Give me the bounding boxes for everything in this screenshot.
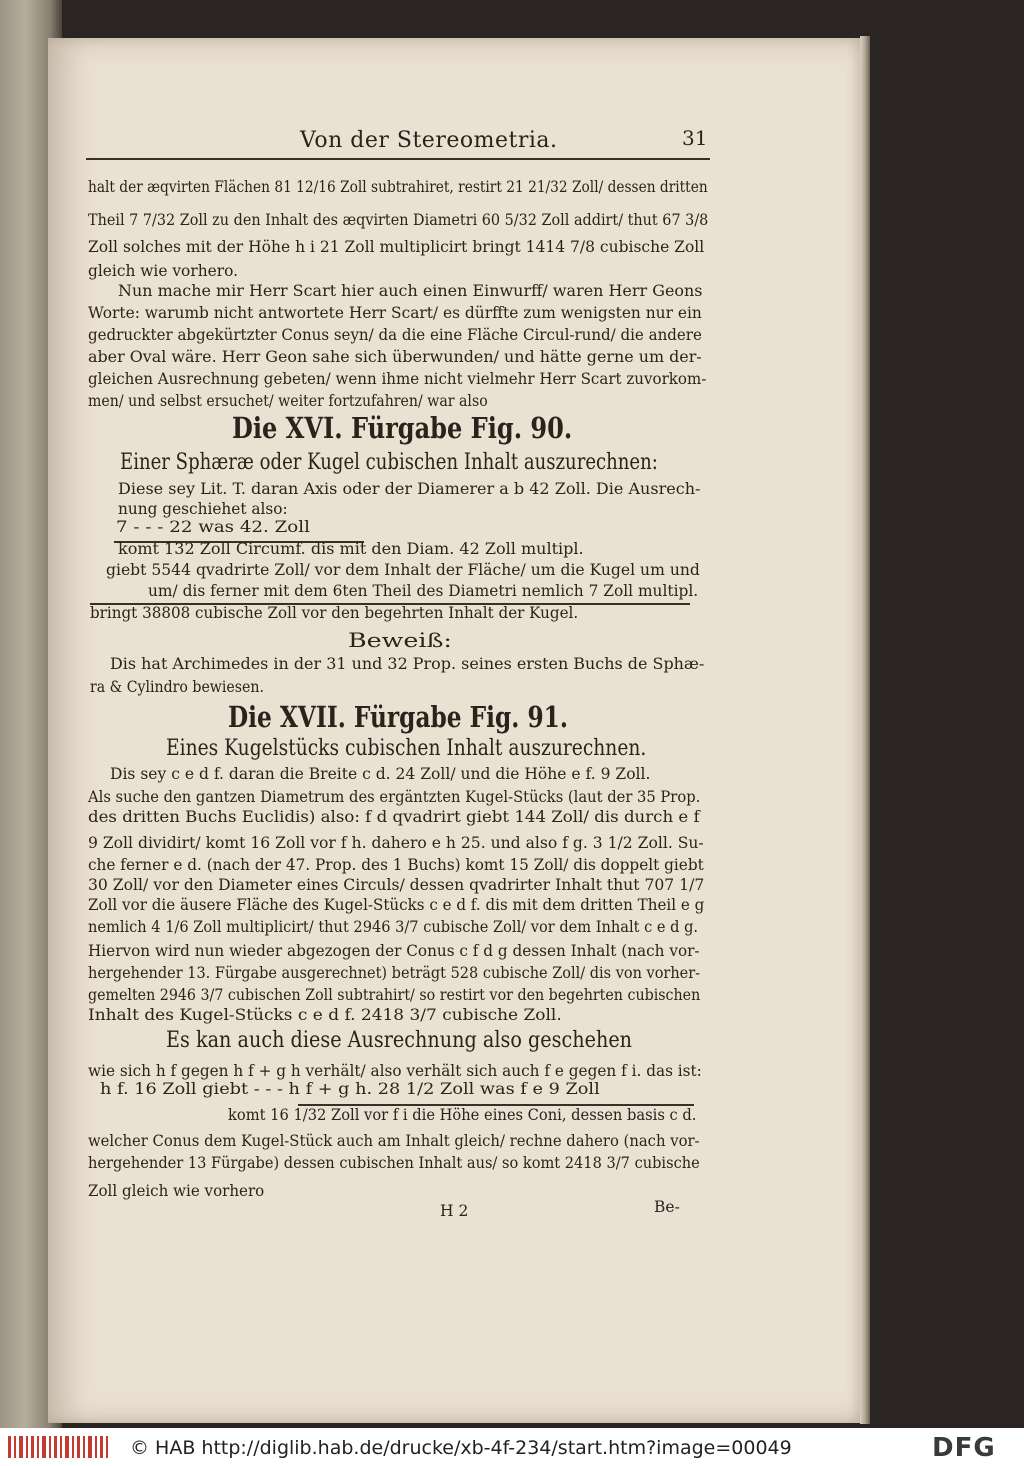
dfg-logo: DFG (932, 1433, 996, 1463)
body-line: Worte: warumb nicht antwortete Herr Scart/ es dürffte zum wenigsten nur ein (88, 304, 702, 322)
body-line: Theil 7 7/32 Zoll zu den Inhalt des æqvirten Diametri 60 5/32 Zoll addirt/ thut 67 3/8 (88, 211, 709, 229)
body-line: des dritten Buchs Euclidis) also: f d qvadrirt giebt 144 Zoll/ dis durch e f (88, 808, 700, 826)
body-line: hergehender 13. Fürgabe ausgerechnet) beträgt 528 cubische Zoll/ dis von vorher- (88, 964, 701, 982)
body-line: bringt 38808 cubische Zoll vor den begehrten Inhalt der Kugel. (90, 604, 579, 622)
viewer-footer (0, 1428, 1024, 1466)
body-line: Hiervon wird nun wieder abgezogen der Conus c f d g dessen Inhalt (nach vor- (88, 942, 700, 960)
body-line: gleichen Ausrechnung gebeten/ wenn ihme nicht vielmehr Herr Scart zuvorkom- (88, 370, 707, 388)
body-line: Inhalt des Kugel-Stücks c e d f. 2418 3/7 cubische Zoll. (88, 1006, 562, 1024)
section-heading: Die XVI. Fürgabe Fig. 90. (232, 411, 573, 445)
body-line: Zoll solches mit der Höhe h i 21 Zoll multiplicirt bringt 1414 7/8 cubische Zoll (88, 238, 705, 256)
body-line: 9 Zoll dividirt/ komt 16 Zoll vor f h. dahero e h 25. und also f g. 3 1/2 Zoll. Su- (88, 834, 704, 852)
body-line: 30 Zoll/ vor den Diameter eines Circuls/ dessen qvadrirter Inhalt thut 707 1/7 (88, 876, 705, 894)
body-line: welcher Conus dem Kugel-Stück auch am Inhalt gleich/ rechne dahero (nach vor- (88, 1132, 700, 1150)
calculation-line: h f. 16 Zoll giebt - - - h f + g h. 28 1/2 Zoll was f e 9 Zoll (100, 1080, 600, 1098)
body-line: Zoll gleich wie vorhero (88, 1182, 265, 1200)
body-line: um/ dis ferner mit dem 6ten Theil des Diametri nemlich 7 Zoll multipl. (148, 582, 699, 600)
section-subheading: Es kan auch diese Ausrechnung also geschehen (166, 1028, 633, 1053)
signature-mark: H 2 (440, 1202, 469, 1220)
body-line: che ferner e d. (nach der 47. Prop. des 1 Buchs) komt 15 Zoll/ dis doppelt giebt (88, 856, 704, 874)
section-subheading: Einer Sphæræ oder Kugel cubischen Inhalt auszurechnen: (120, 450, 658, 475)
body-line: gemelten 2946 3/7 cubischen Zoll subtrahirt/ so restirt vor den begehrten cubischen (88, 986, 701, 1004)
body-line: halt der æqvirten Flächen 81 12/16 Zoll subtrahiret, restirt 21 21/32 Zoll/ dessen dritten (88, 178, 708, 196)
body-line: gedruckter abgekürtzter Conus seyn/ da die eine Fläche Circul-rund/ die andere (88, 326, 702, 344)
body-line: Dis sey c e d f. daran die Breite c d. 24 Zoll/ und die Höhe e f. 9 Zoll. (110, 765, 651, 783)
section-heading: Die XVII. Fürgabe Fig. 91. (228, 700, 568, 734)
catchword: Be- (654, 1198, 680, 1216)
body-line: Diese sey Lit. T. daran Axis oder der Diamerer a b 42 Zoll. Die Ausrech- (118, 480, 701, 498)
body-line: Zoll vor die äusere Fläche des Kugel-Stücks c e d f. dis mit dem dritten Theil e g (88, 896, 705, 914)
body-line: wie sich h f gegen h f + g h verhält/ also verhält sich auch f e gegen f i. das ist: (88, 1062, 702, 1080)
body-line: aber Oval wäre. Herr Geon sahe sich überwunden/ und hätte gerne um der- (88, 348, 702, 366)
running-head: Von der Stereometria. (300, 128, 558, 153)
body-line: men/ und selbst ersuchet/ weiter fortzufahren/ war also (88, 392, 488, 410)
hab-barcode-icon (8, 1434, 118, 1460)
calculation-line: komt 16 1/32 Zoll vor f i die Höhe eines Coni, dessen basis c d. (228, 1106, 697, 1124)
body-line: giebt 5544 qvadrirte Zoll/ vor dem Inhalt der Fläche/ um die Kugel um und (106, 561, 700, 579)
body-line: nemlich 4 1/6 Zoll multiplicirt/ thut 2946 3/7 cubische Zoll/ vor dem Inhalt c e d g. (88, 918, 699, 936)
body-line: hergehender 13 Fürgabe) dessen cubischen Inhalt aus/ so komt 2418 3/7 cubische (88, 1154, 700, 1172)
body-line: ra & Cylindro bewiesen. (90, 678, 264, 696)
proof-heading: Beweiß: (348, 628, 452, 652)
source-link[interactable]: © HAB http://diglib.hab.de/drucke/xb-4f-234/start.htm?image=00049 (130, 1437, 792, 1459)
body-line: nung geschiehet also: (118, 500, 288, 518)
calculation-line: komt 132 Zoll Circumf. dis mit den Diam. 42 Zoll multipl. (118, 540, 584, 558)
section-subheading: Eines Kugelstücks cubischen Inhalt auszurechnen. (166, 736, 647, 761)
header-rule (86, 158, 710, 160)
body-line: Als suche den gantzen Diametrum des ergäntzten Kugel-Stücks (laut der 35 Prop. (88, 788, 701, 806)
body-line: Nun mache mir Herr Scart hier auch einen Einwurff/ waren Herr Geons (118, 282, 703, 300)
body-line: Dis hat Archimedes in der 31 und 32 Prop. seines ersten Buchs de Sphæ- (110, 655, 705, 673)
body-line: gleich wie vorhero. (88, 262, 238, 280)
calculation-line: 7 - - - 22 was 42. Zoll (116, 518, 310, 536)
page-number: 31 (682, 126, 708, 150)
page-right-edge (860, 36, 870, 1424)
